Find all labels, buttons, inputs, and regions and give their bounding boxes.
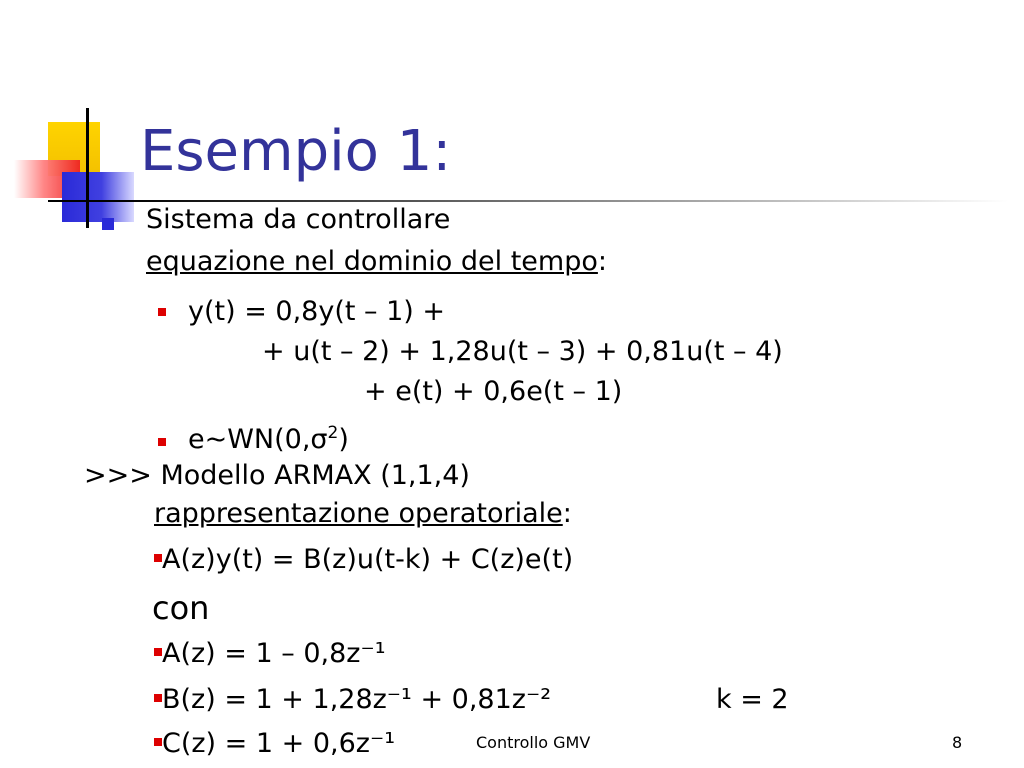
page-number: 8 <box>952 733 963 752</box>
model-line-2 <box>154 500 572 527</box>
equation-line-3: + e(t) + 0,6e(t – 1) <box>364 376 623 407</box>
con-word: con <box>152 589 210 627</box>
operator-equation-text: A(z)y(t) = B(z)u(t-k) + C(z)e(t) <box>162 544 574 575</box>
poly-c-text: C(z) = 1 + 0,6z⁻¹ <box>162 728 396 759</box>
poly-a <box>154 640 386 667</box>
slide-title: Esempio 1: <box>140 119 452 184</box>
decoration-blue-block <box>62 172 134 222</box>
decoration-vertical-line <box>86 108 89 228</box>
bullet-square-icon <box>154 738 162 746</box>
intro-underlined-text: equazione nel dominio del tempo <box>146 246 598 277</box>
model-line-1: >>> Modello ARMAX (1,1,4) <box>84 460 470 491</box>
intro-line-2 <box>146 248 607 275</box>
bullet-square-icon <box>154 694 162 702</box>
operator-equation <box>154 546 573 573</box>
noise-definition <box>188 423 349 455</box>
bullet-square-icon <box>154 648 162 656</box>
bullet-square-icon <box>102 218 114 230</box>
equation-line-2: + u(t – 2) + 1,28u(t – 3) + 0,81u(t – 4) <box>262 336 783 367</box>
intro-colon: : <box>597 246 607 277</box>
delay-k: k = 2 <box>716 684 789 715</box>
model-underlined-text: rappresentazione operatoriale <box>154 498 563 529</box>
model-colon: : <box>562 498 572 529</box>
decoration-horizontal-rule <box>48 200 1008 202</box>
poly-c <box>154 730 395 757</box>
poly-b-text: B(z) = 1 + 1,28z⁻¹ + 0,81z⁻² <box>162 684 552 715</box>
bullet-square-icon <box>158 438 166 446</box>
intro-line-1: Sistema da controllare <box>146 204 451 235</box>
poly-a-text: A(z) = 1 – 0,8z⁻¹ <box>162 638 386 669</box>
noise-prefix: e∼WN(0,σ <box>188 424 328 455</box>
bullet-square-icon <box>154 554 162 562</box>
equation-line-1: y(t) = 0,8y(t – 1) + <box>188 296 446 327</box>
poly-b <box>154 686 551 713</box>
bullet-square-icon <box>158 308 166 316</box>
noise-exponent: 2 <box>327 423 339 443</box>
footer-title: Controllo GMV <box>476 733 591 752</box>
noise-suffix: ) <box>338 424 349 455</box>
